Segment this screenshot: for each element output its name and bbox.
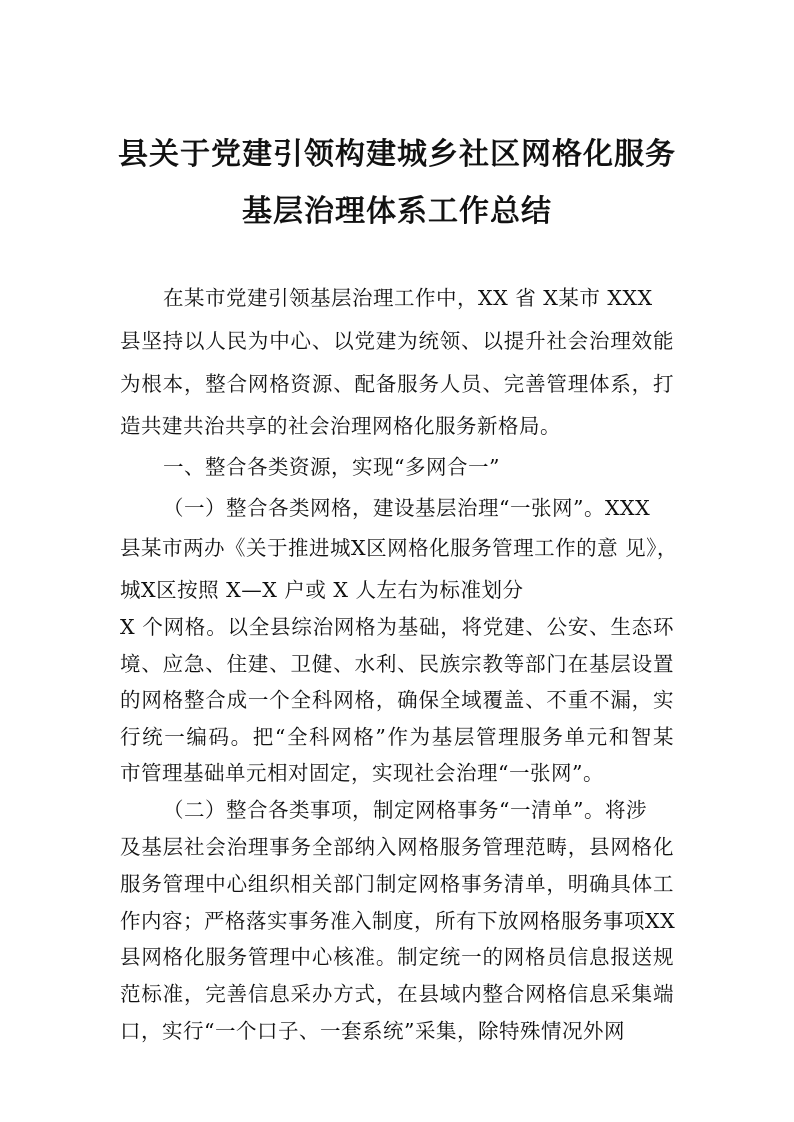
body-line: 及基层社会治理事务全部纳入网格服务管理范畴，县网格化 — [120, 835, 674, 859]
body-line: 作内容；严格落实事务准入制度，所有下放网格服务事项XX — [120, 909, 676, 933]
body-line: 县某市两办《关于推进城X区网格化服务管理工作的意 见》， — [120, 536, 678, 560]
body-line: 服务管理中心组织相关部门制定网格事务清单，明确具体工 — [120, 872, 674, 896]
body-line: 口，实行“一个口子、一套系统”采集，除特殊情况外网 — [120, 1019, 625, 1043]
section-heading: 一、整合各类资源，实现“多网合一” — [163, 455, 500, 479]
body-line: 造共建共治共享的社会治理网格化服务新格局。 — [120, 414, 561, 438]
document-title-line-2: 基层治理体系工作总结 — [242, 194, 552, 229]
body-line: 范标准，完善信息采办方式，在县域内整合网格信息采集端 — [120, 982, 674, 1006]
body-line: 的网格整合成一个全科网格，确保全域覆盖、不重不漏，实 — [120, 688, 674, 712]
body-line: 为根本，整合网格资源、配备服务人员、完善管理体系，打 — [120, 372, 674, 396]
body-line: 在某市党建引领基层治理工作中，XX 省 X某市 XXX — [163, 286, 653, 310]
body-line: X 个网格。以全县综治网格为基础，将党建、公安、生态环 — [120, 615, 674, 639]
body-line: 行统一编码。把“全科网格”作为基层管理服务单元和智某 — [120, 725, 674, 749]
body-line: 市管理基础单元相对固定，实现社会治理“一张网”。 — [120, 761, 604, 785]
body-line: 城X区按照 X—X 户或 X 人左右为标准划分 — [120, 578, 524, 602]
body-line: 境、应急、住建、卫健、水利、民族宗教等部门在基层设置 — [120, 652, 674, 676]
body-line: 县网格化服务管理中心核准。制定统一的网格员信息报送规 — [120, 945, 674, 969]
document-title-line-1: 县关于党建引领构建城乡社区网格化服务 — [118, 137, 676, 172]
body-line: 县坚持以人民为中心、以党建为统领、以提升社会治理效能 — [120, 329, 674, 353]
body-line: （一）整合各类网格，建设基层治理“一张网”。XXX — [163, 496, 651, 520]
body-line: （二）整合各类事项，制定网格事务“一清单”。将涉 — [163, 798, 647, 822]
